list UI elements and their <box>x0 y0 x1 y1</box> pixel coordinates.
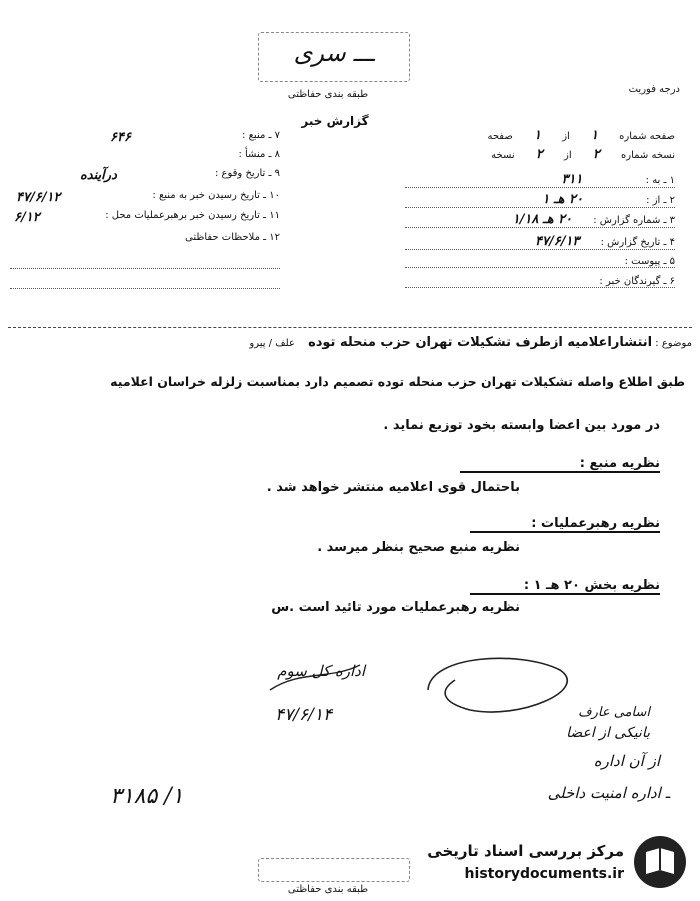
left-field-label: ۱۰ ـ تاریخ رسیدن خبر به منبع : <box>152 190 280 201</box>
reference-number: ۳۱۸۵ /۱ <box>110 784 184 809</box>
left-field-label: ۷ ـ منبع : <box>242 130 280 141</box>
section-heading: نظریه رهبرعملیات : <box>470 516 660 533</box>
page-from-label: از <box>562 131 570 142</box>
left-field-value: ۴۷/۶/۱۲ <box>16 190 61 205</box>
book-logo-icon <box>632 834 688 890</box>
section-text: نظریه رهبرعملیات مورد تائید است .س <box>271 600 520 615</box>
right-field-row <box>405 276 675 288</box>
blank-line <box>10 268 280 269</box>
right-field-label: ۲ ـ از : <box>646 195 675 206</box>
subject-rule <box>8 327 692 328</box>
watermark-url: historydocuments.ir <box>464 866 624 882</box>
copy-total-value: ۲ <box>535 147 543 162</box>
left-field-row <box>10 190 280 205</box>
note-line-1: اسامی عارف <box>578 705 650 720</box>
subject-suffix: علف / پیرو <box>249 338 295 349</box>
note-line-4: ـ اداره امنیت داخلی <box>547 784 670 802</box>
left-field-row <box>10 210 280 225</box>
note-line-3: از آن اداره <box>593 752 660 770</box>
right-field-value: ۴۷/۶/۱۳ <box>535 234 580 249</box>
copy-suffix-label: نسخه <box>491 150 515 161</box>
left-field-row <box>10 130 280 145</box>
left-field-label: ۹ ـ تاریخ وقوع : <box>214 168 280 179</box>
right-field-row <box>405 192 675 208</box>
section-text: باحتمال قوی اعلامیه منتشر خواهد شد . <box>266 480 520 495</box>
left-field-value: درآینده <box>80 168 117 183</box>
right-field-label: ۵ ـ پیوست : <box>624 256 675 267</box>
copy-from-label: از <box>564 150 572 161</box>
signature-left-date: ۴۷/۶/۱۴ <box>275 705 333 725</box>
footer-classification-label: طبقه بندی حفاظتی <box>287 884 369 895</box>
right-field-label: ۶ ـ گیرندگان خبر : <box>599 276 675 287</box>
left-field-row <box>10 149 280 160</box>
copy-number-label: نسخه شماره <box>621 150 675 161</box>
priority-label: درجه فوریت <box>628 84 680 95</box>
body-line-1: طبق اطلاع واصله تشکیلات تهران حزب منحله توده تصمیم دارد بمناسبت زلزله خراسان اعلامیه <box>110 374 685 389</box>
right-field-row <box>405 256 675 268</box>
footer-classification-box <box>258 858 410 882</box>
page-suffix-label: صفحه <box>487 131 513 142</box>
right-field-value: ۲۰ هـ ۱/۱۸ <box>512 212 573 227</box>
watermark <box>408 832 692 892</box>
classification-stamp <box>258 32 410 82</box>
copy-number-value: ۲ <box>592 147 600 162</box>
right-field-value: ۳۱۱ <box>561 172 583 187</box>
right-field-value: ۲۰ هـ ۱ <box>542 192 583 207</box>
note-line-2: بانیکی از اعضا <box>566 725 650 741</box>
right-field-row <box>405 234 675 250</box>
signature-left-name: اداره کل سوم <box>277 662 365 680</box>
right-field-row <box>405 172 675 188</box>
right-field-label: ۱ ـ به : <box>645 175 675 186</box>
left-field-row <box>10 232 280 243</box>
left-field-label: ۸ ـ منشأ : <box>238 149 280 160</box>
page-total-value: ۱ <box>534 128 542 143</box>
left-field-value: ۶/۱۲ <box>14 210 40 225</box>
watermark-title: مرکز بررسی اسناد تاریخی <box>427 842 624 860</box>
blank-line <box>10 288 280 289</box>
left-field-value: ۶۴۶ <box>110 130 131 145</box>
page-number-line <box>405 128 675 143</box>
subject-label: موضوع : <box>655 338 692 349</box>
section-heading: نظریه منبع : <box>460 456 660 473</box>
copy-number-line <box>405 147 675 162</box>
right-field-label: ۴ ـ تاریخ گزارش : <box>600 237 675 248</box>
body-line-2: در مورد بین اعضا وابسته بخود توزیع نماید . <box>383 418 660 433</box>
classification-stamp-text: ـــ سری <box>293 39 375 67</box>
page-number-label: صفحه شماره <box>619 131 675 142</box>
classification-label: طبقه بندی حفاظتی <box>287 89 369 100</box>
section-heading: نظریه بخش ۲۰ هـ ۱ : <box>470 578 660 595</box>
right-field-row <box>405 212 675 228</box>
section-text: نظریه منبع صحیح بنظر میرسد . <box>317 540 520 555</box>
left-field-label: ۱۱ ـ تاریخ رسیدن خبر برهبرعملیات محل : <box>105 210 280 221</box>
report-title: گزارش خبر <box>301 114 369 128</box>
left-field-row <box>10 168 280 183</box>
subject-text: انتشاراعلامیه ازطرف تشکیلات تهران حزب منحله توده <box>308 335 653 350</box>
left-field-label: ۱۲ ـ ملاحظات حفاظتی <box>185 232 280 243</box>
page-number-value: ۱ <box>591 128 598 143</box>
subject-line <box>8 335 692 350</box>
right-field-label: ۳ ـ شماره گزارش : <box>593 215 675 226</box>
